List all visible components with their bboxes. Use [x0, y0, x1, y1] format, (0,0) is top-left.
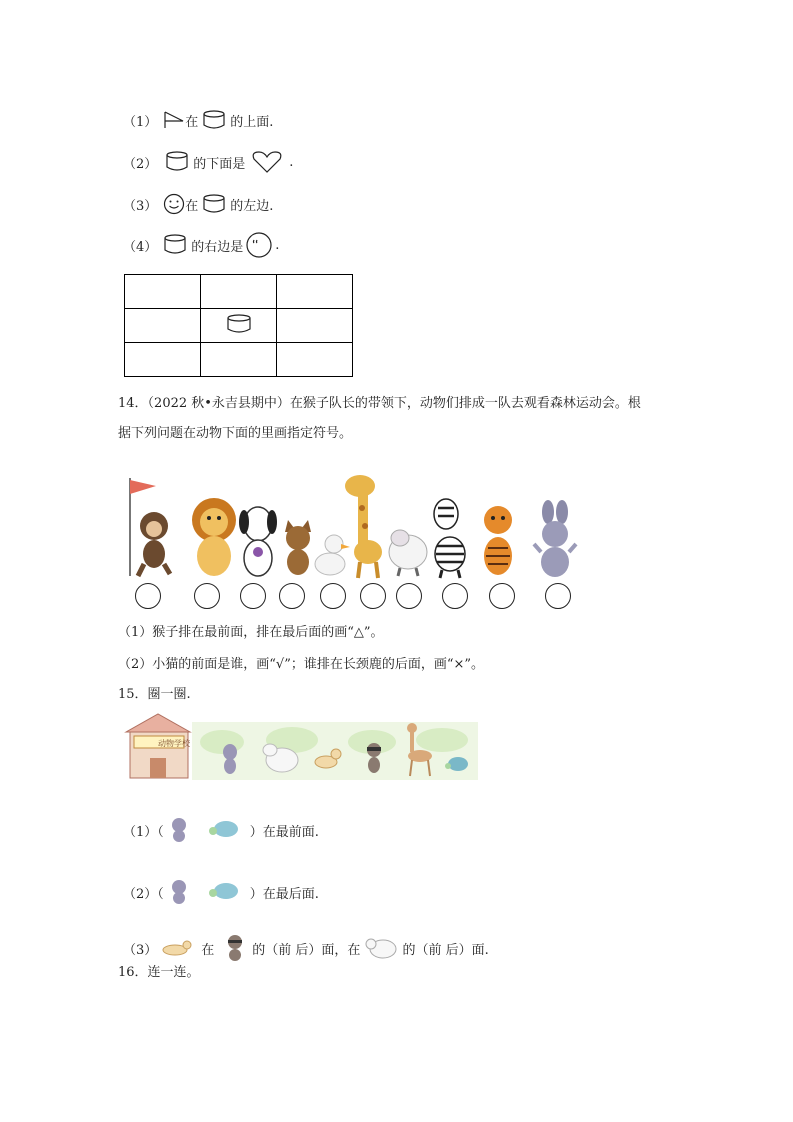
drum-icon	[202, 194, 226, 214]
drum-icon	[163, 234, 187, 256]
q16-stem: 16．连一连。	[118, 965, 200, 980]
q15-sub-3: （3） 在 的（前 后）面，在 的（前 后）面.	[123, 936, 489, 960]
drum-icon	[165, 151, 189, 173]
answer-circle[interactable]	[396, 583, 422, 609]
raccoon-icon	[224, 934, 246, 962]
cat-icon	[285, 520, 311, 575]
grid-cell[interactable]	[277, 343, 353, 377]
rabbit-icon	[534, 500, 576, 577]
grid-cell-center[interactable]	[201, 309, 277, 343]
tiger-icon	[484, 506, 512, 575]
zebra-icon	[434, 499, 465, 578]
q14-stem-line2: 据下列问题在动物下面的里画指定符号。	[118, 426, 353, 441]
heart-icon	[251, 150, 283, 174]
grid-cell[interactable]	[201, 343, 277, 377]
animal-school-scene	[122, 706, 478, 780]
q15-stem: 15．圈一圈.	[118, 687, 191, 702]
answer-circle[interactable]	[489, 583, 515, 609]
answer-circle[interactable]	[194, 583, 220, 609]
turtle-icon	[208, 819, 244, 841]
q14-stem-line1: 14．（2022 秋•永吉县期中）在猴子队长的带领下，动物们排成一队去观看森林运动会。根	[118, 396, 641, 411]
q14-sub-2: （2）小猫的前面是谁，画“√”；谁排在长颈鹿的后面，画“×”。	[118, 657, 485, 672]
position-grid	[124, 274, 353, 377]
lion-icon	[192, 498, 236, 576]
q13-item-3: （3） 在 的左边.	[123, 192, 273, 216]
grid-cell[interactable]	[277, 309, 353, 343]
item-number: （4）	[123, 239, 158, 255]
school-sign: 动物学校	[158, 739, 190, 748]
item-number: （2）	[123, 156, 158, 172]
answer-circle[interactable]	[240, 583, 266, 609]
answer-circle[interactable]	[360, 583, 386, 609]
grid-cell[interactable]	[125, 275, 201, 309]
smiley-icon	[163, 193, 185, 215]
turtle-icon	[208, 881, 244, 903]
grid-cell[interactable]	[125, 343, 201, 377]
answer-circle[interactable]	[320, 583, 346, 609]
monkey-icon	[130, 478, 170, 576]
answer-circle-row	[0, 583, 793, 611]
round-face-icon	[245, 231, 273, 259]
drum-icon	[226, 314, 252, 334]
answer-circle[interactable]	[279, 583, 305, 609]
q15-sub-1: （1）（ ）在最前面.	[123, 818, 319, 842]
item-number: （1）	[123, 114, 158, 130]
answer-circle[interactable]	[135, 583, 161, 609]
answer-circle[interactable]	[545, 583, 571, 609]
item-number: （3）	[123, 198, 158, 214]
answer-circle[interactable]	[442, 583, 468, 609]
dog-icon	[239, 507, 277, 576]
grid-cell[interactable]	[277, 275, 353, 309]
grid-cell[interactable]	[125, 309, 201, 343]
grid-cell[interactable]	[201, 275, 277, 309]
q15-sub-2: （2）（ ）在最后面.	[123, 880, 319, 904]
q13-item-2: （2） 的下面是 .	[123, 150, 293, 174]
wolf-icon	[168, 817, 190, 843]
duck-icon	[315, 535, 350, 575]
wolf-icon	[168, 879, 190, 905]
q14-sub-1: （1）猴子排在最前面，排在最后面的画“△”。	[118, 625, 384, 640]
cat-icon	[161, 939, 193, 957]
giraffe-icon	[345, 475, 382, 578]
q13-item-4: （4） 的右边是 .	[123, 233, 279, 257]
sheep-icon	[364, 936, 398, 960]
q13-item-1: （1） 在 的上面.	[123, 108, 273, 132]
flag-icon	[163, 110, 185, 130]
animal-parade-picture	[122, 456, 588, 580]
sheep-icon	[389, 530, 427, 576]
drum-icon	[202, 110, 226, 130]
